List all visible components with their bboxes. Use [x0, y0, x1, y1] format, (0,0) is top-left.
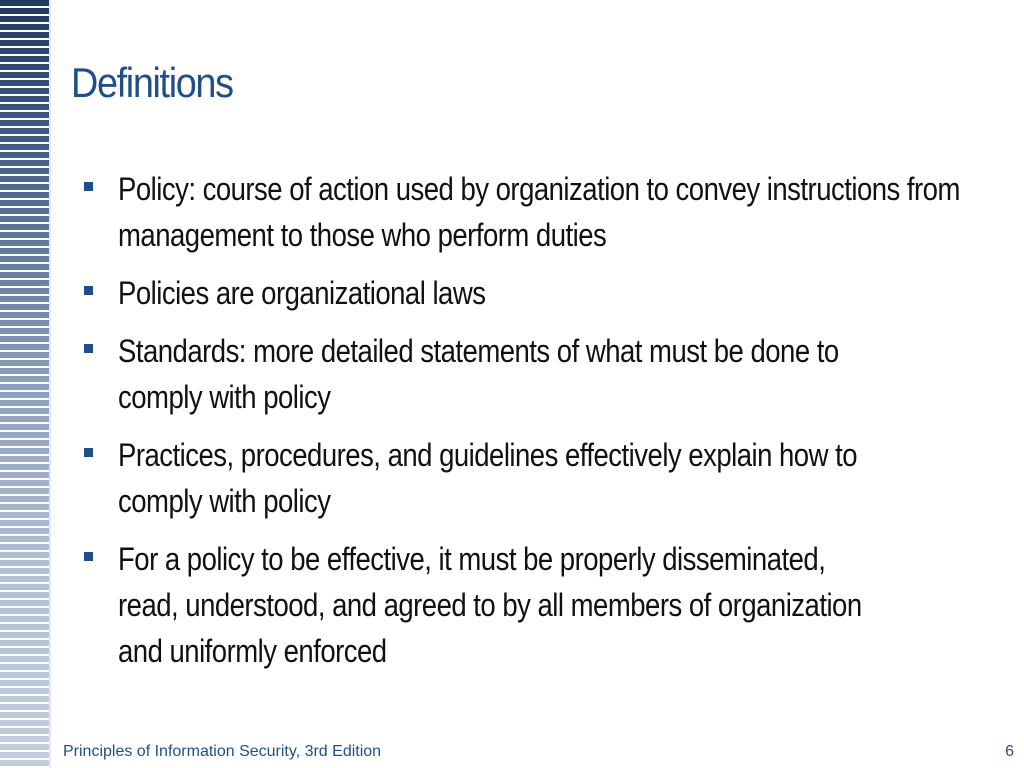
list-item — [84, 432, 984, 524]
bullet-text: Standards: more detailed statements of what must be done to comply with policy — [118, 333, 839, 415]
decorative-striped-band — [0, 0, 49, 768]
list-item — [84, 270, 984, 316]
square-bullet-icon — [84, 182, 93, 191]
bullet-text: For a policy to be effective, it must be properly disseminated, read, understood, and agreed to by all members of organization and uniformly enforced — [118, 541, 862, 669]
square-bullet-icon — [84, 286, 93, 295]
square-bullet-icon — [84, 344, 93, 353]
page-number: 6 — [1005, 743, 1014, 760]
list-item — [84, 536, 984, 674]
bullet-text: Policies are organizational laws — [118, 275, 486, 311]
list-item — [84, 328, 984, 420]
slide-title: Definitions — [71, 59, 233, 106]
bullet-list — [84, 166, 984, 684]
list-item — [84, 166, 984, 258]
bullet-text: Practices, procedures, and guidelines effectively explain how to comply with policy — [118, 437, 858, 519]
band-divider — [49, 0, 51, 768]
footer-book-title: Principles of Information Security, 3rd Edition — [63, 743, 382, 760]
bullet-text: Policy: course of action used by organization to convey instructions from management to those who perform duties — [118, 171, 960, 253]
square-bullet-icon — [84, 552, 93, 561]
square-bullet-icon — [84, 448, 93, 457]
